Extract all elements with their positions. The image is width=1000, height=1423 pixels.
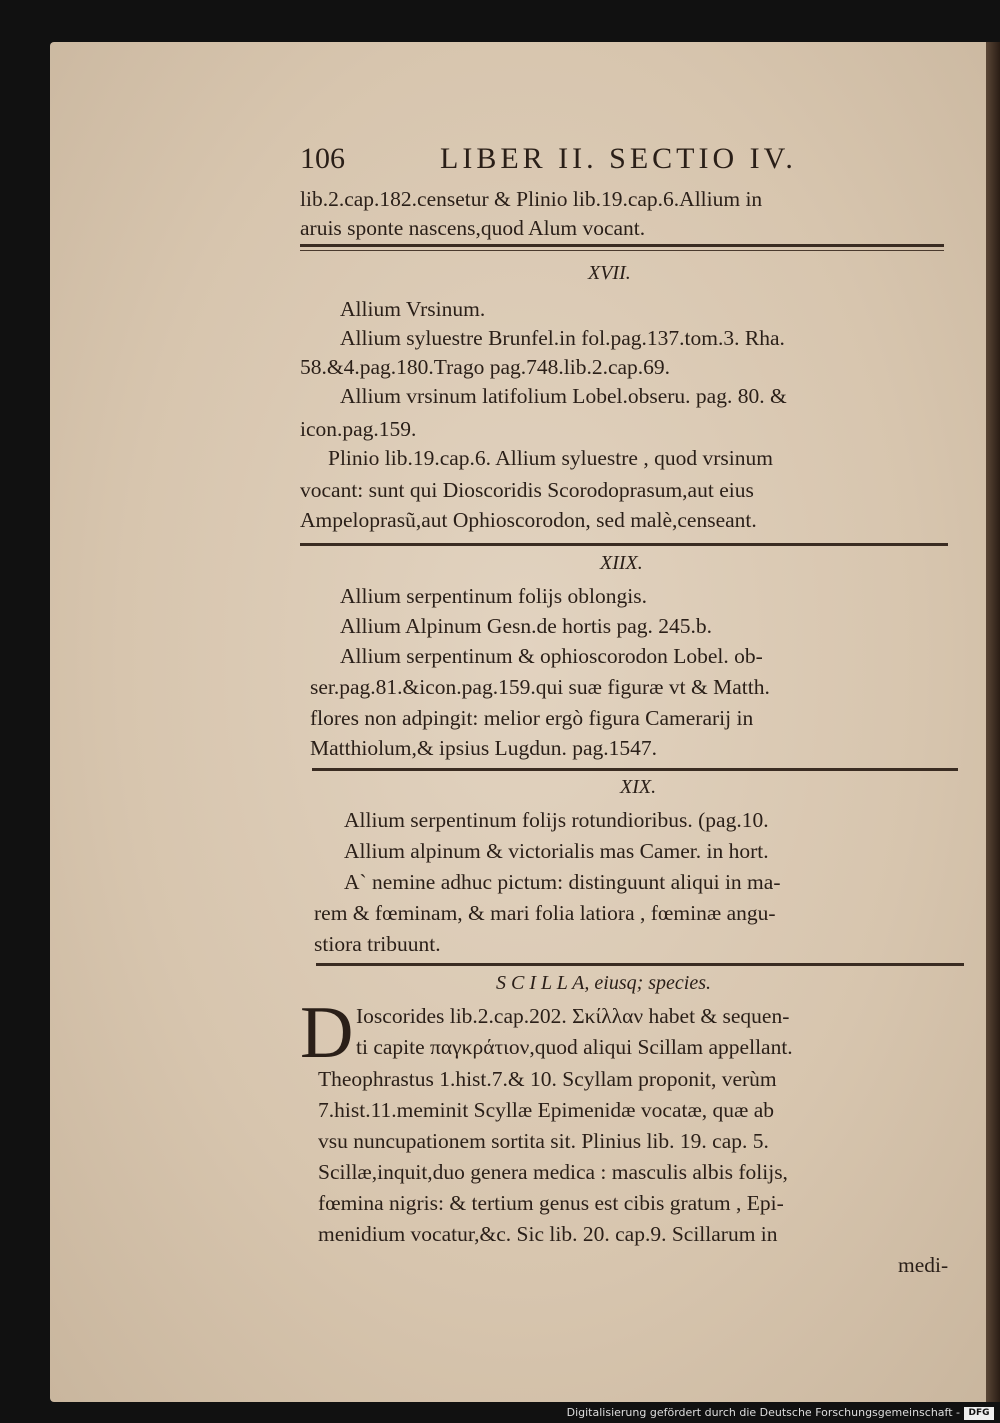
text-line: Plinio lib.19.cap.6. Allium syluestre , quod vrsinum bbox=[328, 446, 773, 470]
text-line: Scillæ,inquit,duo genera medica : masculis albis folijs, bbox=[318, 1160, 788, 1184]
text-line: 58.&4.pag.180.Trago pag.748.lib.2.cap.69. bbox=[300, 355, 671, 379]
dfg-logo-icon: DFG bbox=[964, 1407, 994, 1420]
text-line: Allium vrsinum latifolium Lobel.obseru. pag. 80. & bbox=[340, 384, 787, 408]
text-line: rem & fœminam, & mari folia latiora , fœminæ angu- bbox=[314, 901, 776, 925]
text-line: Allium serpentinum folijs rotundioribus. (pag.10. bbox=[344, 808, 769, 832]
drop-cap: D bbox=[300, 992, 354, 1074]
text-line: Allium Vrsinum. bbox=[340, 297, 486, 321]
text-line: Theophrastus 1.hist.7.& 10. Scyllam proponit, verùm bbox=[318, 1067, 777, 1091]
running-head bbox=[300, 142, 880, 186]
text-line: aruis sponte nascens,quod Alum vocant. bbox=[300, 216, 646, 240]
text-line: vocant: sunt qui Dioscoridis Scorodoprasum,aut eius bbox=[300, 478, 754, 502]
text-line: Allium serpentinum & ophioscorodon Lobel. ob- bbox=[340, 644, 763, 668]
text-line: lib.2.cap.182.censetur & Plinio lib.19.cap.6.Allium in bbox=[300, 187, 763, 211]
running-title: LIBER II. SECTIO IV. bbox=[440, 142, 797, 175]
page-edge bbox=[986, 42, 1000, 1402]
digitization-footer bbox=[0, 1404, 1000, 1423]
text-line: 7.hist.11.meminit Scyllæ Epimenidæ vocatæ, quæ ab bbox=[318, 1098, 775, 1122]
text-line: Allium alpinum & victorialis mas Camer. in hort. bbox=[344, 839, 769, 863]
text-line: menidium vocatur,&c. Sic lib. 20. cap.9. Scillarum in bbox=[318, 1222, 778, 1246]
section-rule bbox=[312, 768, 958, 771]
text-line: Matthiolum,& ipsius Lugdun. pag.1547. bbox=[310, 736, 657, 760]
text-line: Ampeloprasũ,aut Ophioscorodon, sed malè,censeant. bbox=[300, 508, 757, 532]
text-line: Ioscorides lib.2.cap.202. Σκίλλαν habet & sequen- bbox=[356, 1004, 790, 1028]
text-line: icon.pag.159. bbox=[300, 417, 417, 441]
section-heading: S C I L L A, eiusq; species. bbox=[496, 972, 712, 994]
text-line: A` nemine adhuc pictum: distinguunt aliqui in ma- bbox=[344, 870, 781, 894]
section-rule bbox=[300, 244, 944, 247]
text-line: ser.pag.81.&icon.pag.159.qui suæ figuræ vt & Matth. bbox=[310, 675, 770, 699]
text-line: Allium serpentinum folijs oblongis. bbox=[340, 584, 647, 608]
text-line: stiora tribuunt. bbox=[314, 932, 441, 956]
section-heading: XIX. bbox=[620, 776, 657, 798]
text-line: Allium Alpinum Gesn.de hortis pag. 245.b. bbox=[340, 614, 713, 638]
text-line: flores non adpingit: melior ergò figura Camerarij in bbox=[310, 706, 754, 730]
section-rule-thin bbox=[300, 250, 944, 251]
text-line: Allium syluestre Brunfel.in fol.pag.137.tom.3. Rha. bbox=[340, 326, 785, 350]
section-heading: XIIX. bbox=[600, 552, 643, 574]
section-heading: XVII. bbox=[588, 262, 631, 284]
footer-credit: Digitalisierung gefördert durch die Deutsche Forschungsgemeinschaft - bbox=[566, 1406, 960, 1419]
section-rule bbox=[316, 963, 964, 966]
catchword: medi- bbox=[898, 1253, 949, 1277]
section-rule bbox=[300, 543, 948, 546]
text-line: ti capite παγκράτιον,quod aliqui Scillam appellant. bbox=[356, 1035, 793, 1059]
text-line: vsu nuncupationem sortita sit. Plinius lib. 19. cap. 5. bbox=[318, 1129, 769, 1153]
page-number: 106 bbox=[300, 142, 345, 175]
text-line: fœmina nigris: & tertium genus est cibis gratum , Epi- bbox=[318, 1191, 784, 1215]
